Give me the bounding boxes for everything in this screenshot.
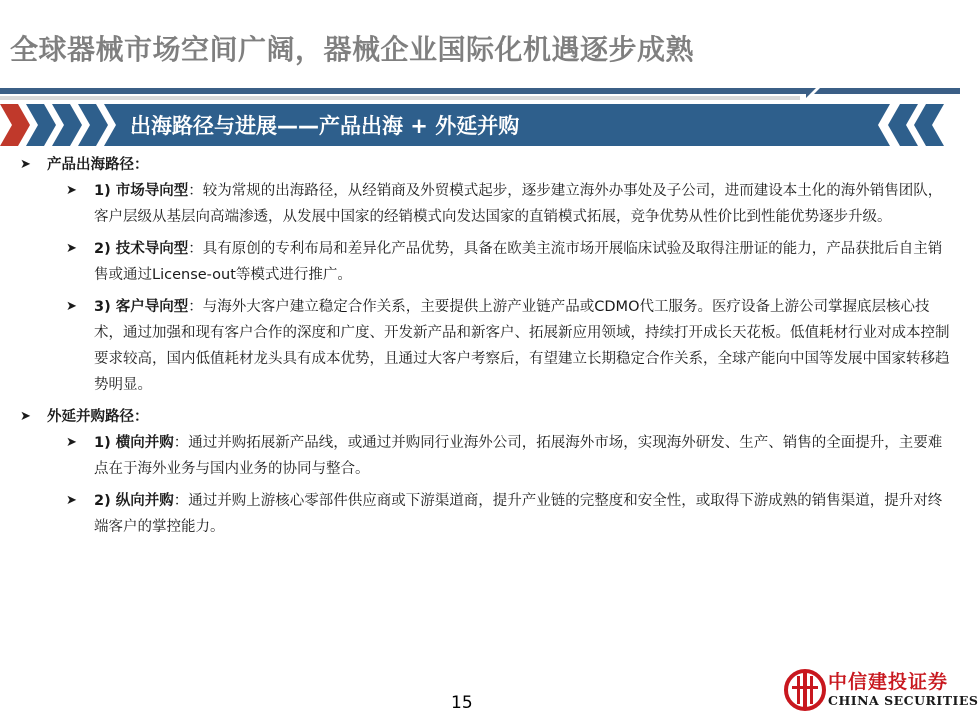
section-heading-mna: ➤ 外延并购路径： (0, 404, 960, 430)
bullet-arrow-icon: ➤ (66, 299, 77, 314)
item-label: 1) 市场导向型 (94, 183, 189, 199)
bullet-arrow-icon: ➤ (20, 409, 31, 424)
banner-left-chevron-2 (52, 104, 82, 146)
bullet-arrow-icon: ➤ (66, 435, 77, 450)
list-item (0, 236, 960, 288)
content-body (0, 152, 960, 546)
item-text: ：具有原创的专利布局和差异化产品优势，具备在欧美主流市场开展临床试验及取得注册证的能力，产品获批后自主销售或通过License-out等模式进行推广。 (94, 241, 943, 283)
bullet-arrow-icon: ➤ (66, 241, 77, 256)
page-number: 15 (451, 693, 473, 713)
banner-right-chevron-2 (914, 104, 944, 146)
banner-right-chevron (888, 104, 918, 146)
page-title: 全球器械市场空间广阔，器械企业国际化机遇逐步成熟 (10, 33, 695, 66)
company-name-en: CHINA SECURITIES (828, 693, 978, 708)
list-item (0, 488, 960, 540)
title-divider (0, 86, 960, 102)
item-text: ：与海外大客户建立稳定合作关系，主要提供上游产业链产品或CDMO代工服务。医疗设备上游公司掌握底层核心技术，通过加强和现有客户合作的深度和广度、开发新产品和新客户、拓展新应用领域，持续打开成长天花板。低值耗材行业对成本控制要求较高，国内低值耗材龙头具有成本优势，且通过大客户考察后，有望建立长期稳定合作关系，全球产能向中国等发展中国家转移趋势明显。 (94, 299, 950, 393)
banner-left-chevron-3 (78, 104, 108, 146)
banner-left-chevron-outer (0, 104, 30, 146)
item-text: ：通过并购上游核心零部件供应商或下游渠道商，提升产业链的完整度和安全性，或取得下游成熟的销售渠道，提升对终端客户的掌控能力。 (94, 493, 943, 535)
bullet-arrow-icon: ➤ (66, 493, 77, 508)
bullet-arrow-icon: ➤ (20, 157, 31, 172)
list-item (0, 430, 960, 482)
list-item (0, 178, 960, 230)
bullet-arrow-icon: ➤ (66, 183, 77, 198)
item-label: 1) 横向并购 (94, 435, 174, 451)
company-name-zh: 中信建投证券 (828, 671, 949, 693)
item-text: ：通过并购拓展新产品线，或通过并购同行业海外公司，拓展海外市场，实现海外研发、生产、销售的全面提升，主要难点在于海外业务与国内业务的协同与整合。 (94, 435, 943, 477)
section-heading-product-export: ➤ 产品出海路径： (0, 152, 960, 178)
item-label: 2) 纵向并购 (94, 493, 174, 509)
banner-left-chevron (26, 104, 56, 146)
item-label: 3) 客户导向型 (94, 299, 189, 315)
item-label: 2) 技术导向型 (94, 241, 189, 257)
banner-title: 出海路径与进展——产品出海 + 外延并购 (130, 114, 520, 138)
list-item (0, 294, 960, 398)
item-text: ：较为常规的出海路径，从经销商及外贸模式起步，逐步建立海外办事处及子公司，进而建设本土化的海外销售团队，客户层级从基层向高端渗透，从发展中国家的经销模式向发达国家的直销模式拓展，竞争优势从性价比到性能优势逐步升级。 (94, 183, 943, 225)
